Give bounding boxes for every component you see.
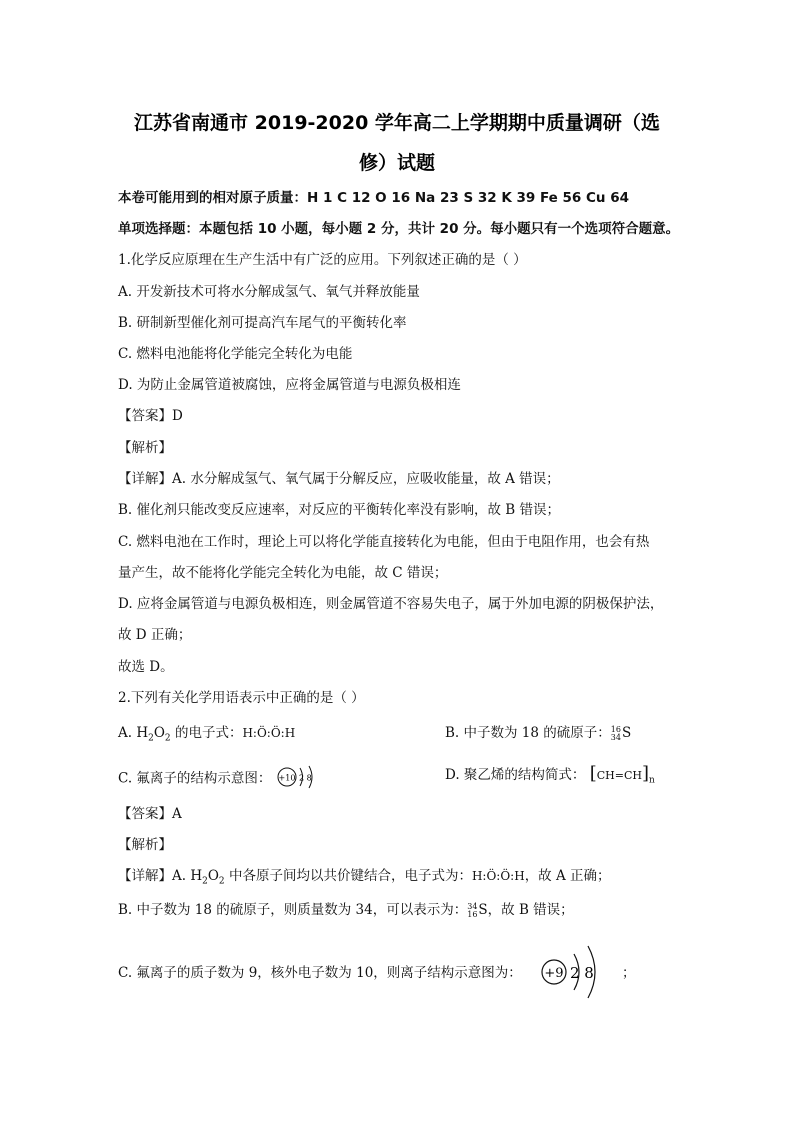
q1-option-a: A. 开发新技术可将水分解成氢气、氧气并释放能量 [118, 284, 420, 300]
q1-option-b: B. 研制新型催化剂可提高汽车尾气的平衡转化率 [118, 315, 407, 331]
right-bracket-glyph: ] [642, 763, 650, 784]
q2-option-d-formula: CH=CH [596, 769, 643, 782]
q2-option-c [118, 763, 322, 795]
q2-option-a-tail: 的电子式： [170, 725, 243, 741]
q2-detail-b-num: 16 [467, 909, 478, 919]
q2-option-d-n: n [649, 775, 655, 786]
doc-title-line2: 修）试题 [358, 152, 435, 174]
q2-option-a-sub2: 2 [164, 733, 171, 744]
q2-detail-a-text: 中各原子间均以共价键结合，电子式为： [224, 868, 472, 884]
q2-detail-b-nuclide [467, 903, 477, 919]
q1-detail-d: D. 应将金属管道与电源负极相连，则金属管道不容易失电子，属于外加电源的阴极保护法， [118, 596, 664, 612]
q2-option-a-mid: O [153, 725, 165, 741]
fluoride-ion-diagram-option [276, 763, 322, 795]
q2-option-d [445, 763, 655, 786]
left-bracket-glyph: [ [589, 763, 597, 784]
q2-option-b [445, 721, 631, 742]
q1-detail-a: 【详解】A. 水分解成氢气、氧气属于分解反应，应吸收能量，故 A 错误； [118, 471, 560, 487]
q2-analysis-label: 【解析】 [118, 837, 172, 853]
q2-detail-a-mid: O [207, 868, 219, 884]
q1-detail-d-cont: 故 D 正确； [118, 627, 192, 643]
q2-option-c-text: C. 氟离子的结构示意图： [118, 770, 272, 787]
q2-answer: 【答案】A [118, 806, 182, 822]
q1-stem: 1.化学反应原理在生产生活中有广泛的应用。下列叙述正确的是（ ） [118, 252, 527, 268]
q1-detail-c: C. 燃料电池在工作时，理论上可以将化学能直接转化为电能，但由于电阻作用，也会有热 [118, 534, 650, 550]
option-c-nucleus-label: +10 [278, 773, 296, 783]
q2-detail-b-symbol: S [478, 902, 488, 918]
section-header: 单项选择题：本题包括 10 小题，每小题 2 分，共计 20 分。每小题只有一个选项符合题意。 [118, 221, 680, 237]
option-c-shell-label: 2 8 [298, 773, 312, 783]
q2-option-b-text: B. 中子数为 18 的硫原子： [445, 725, 611, 741]
atomic-masses: 本卷可能用到的相对原子质量：H 1 C 12 O 16 Na 23 S 32 K 39 Fe 56 Cu 64 [118, 190, 630, 206]
q2-stem: 2.下列有关化学用语表示中正确的是（ ） [118, 690, 365, 706]
q1-option-c: C. 燃料电池能将化学能完全转化为电能 [118, 346, 353, 362]
q2-detail-b-mass: 34 [467, 901, 478, 911]
q2-option-b-symbol: S [621, 725, 632, 741]
q1-detail-b: B. 催化剂只能改变反应速率，对反应的平衡转化率没有影响，故 B 错误； [118, 502, 561, 518]
q2-detail-a-sub2: 2 [218, 876, 225, 887]
q2-option-a-formula: H:Ö:Ö:H [242, 726, 296, 740]
q1-detail-c-cont: 量产生，故不能将化学能完全转化为电能，故 C 错误； [118, 565, 448, 581]
q2-detail-c-text: C. 氟离子的质子数为 9，核外电子数为 10，则离子结构示意图为： [118, 965, 522, 981]
q2-option-b-nuclide [611, 726, 621, 742]
q1-conclusion: 故选 D。 [118, 659, 174, 675]
q2-option-a-sub: 2 [148, 733, 154, 744]
q2-detail-a-prefix: 【详解】A. H [118, 868, 203, 884]
q1-answer: 【答案】D [118, 408, 183, 424]
q2-detail-a-sub: 2 [202, 876, 208, 887]
q2-detail-b-end: ，故 B 错误； [487, 902, 574, 918]
q1-analysis-label: 【解析】 [118, 440, 172, 456]
q2-option-a [118, 721, 295, 744]
fluoride-ion-diagram-answer [530, 928, 620, 1008]
q1-option-d: D. 为防止金属管道被腐蚀，应将金属管道与电源负极相连 [118, 377, 461, 393]
q2-option-a-prefix: A. H [118, 725, 149, 741]
q2-option-d-text: D. 聚乙烯的结构简式： [445, 767, 586, 783]
q2-detail-b [118, 898, 574, 919]
q2-detail-a [118, 864, 611, 887]
q2-detail-a-formula: H:Ö:Ö:H [471, 869, 525, 883]
q2-detail-c [118, 961, 522, 981]
q2-option-b-num: 34 [610, 732, 621, 742]
q2-detail-a-end: ，故 A 正确； [524, 868, 611, 884]
doc-title-line1: 江苏省南通市 2019-2020 学年高二上学期期中质量调研（选 [134, 112, 660, 134]
answer-nucleus-label: +9 [544, 966, 564, 981]
q2-option-b-mass: 16 [610, 724, 621, 734]
q2-detail-b-text: B. 中子数为 18 的硫原子，则质量数为 34，可以表示为： [118, 902, 468, 918]
q2-detail-c-end: ； [622, 965, 636, 981]
answer-shell-label: 2 8 [570, 964, 594, 982]
